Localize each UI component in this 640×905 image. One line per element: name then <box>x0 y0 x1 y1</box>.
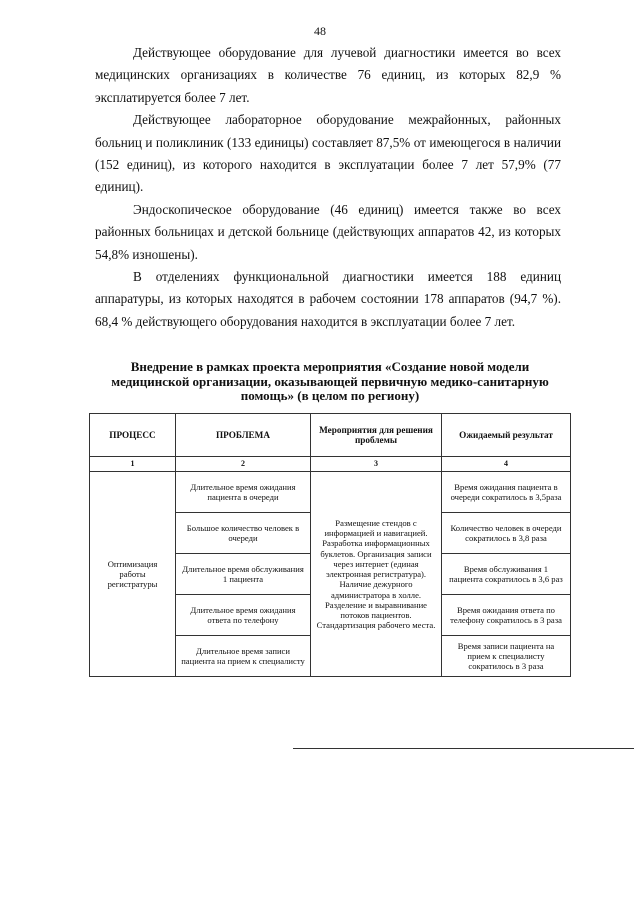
result-cell: Количество человек в очереди сократилось в 3,8 раза <box>442 513 571 554</box>
table-row <box>90 472 571 513</box>
column-number: 3 <box>311 457 442 472</box>
footnote-divider <box>293 748 634 749</box>
column-number: 4 <box>442 457 571 472</box>
process-cell: Оптимизация работы регистратуры <box>90 472 176 677</box>
table-header-row <box>90 414 571 457</box>
page-number: 48 <box>314 24 326 38</box>
column-number: 2 <box>176 457 311 472</box>
body-text <box>95 42 561 333</box>
measures-cell: Размещение стендов с информацией и навигацией. Разработка информационных буклетов. Организация записи через интернет (единая электронная регистратура). Наличие дежурного администратора в холле. Разделение и выравнивание потоков пациентов. Стандартизация рабочего места. <box>311 472 442 677</box>
measures-table <box>89 413 571 677</box>
problem-cell: Большое количество человек в очереди <box>176 513 311 554</box>
result-cell: Время ожидания ответа по телефону сократилось в 3 раза <box>442 595 571 636</box>
table-title: Внедрение в рамках проекта мероприятия «Создание новой модели медицинской организации, оказывающей первичную медико-санитарную помощь» (в целом по региону) <box>111 359 549 403</box>
result-cell: Время ожидания пациента в очереди сократилось в 3,5раза <box>442 472 571 513</box>
problem-cell: Длительное время записи пациента на прием к специалисту <box>176 636 311 677</box>
header-result: Ожидаемый результат <box>442 414 571 457</box>
result-cell: Время записи пациента на прием к специалисту сократилось в 3 раза <box>442 636 571 677</box>
paragraph-laboratory: Действующее лабораторное оборудование межрайонных, районных больниц и поликлиник (133 единицы) составляет 87,5% от имеющегося в наличии (152 единиц), из которого находится в эксплуатации более 7 лет 57,9% (77 единиц). <box>95 112 561 195</box>
header-measures: Мероприятия для решения проблемы <box>311 414 442 457</box>
header-problem: ПРОБЛЕМА <box>176 414 311 457</box>
problem-cell: Длительное время обслуживания 1 пациента <box>176 554 311 595</box>
column-number-row <box>90 457 571 472</box>
column-number: 1 <box>90 457 176 472</box>
header-process: ПРОЦЕСС <box>90 414 176 457</box>
paragraph-radiology: Действующее оборудование для лучевой диагностики имеется во всех медицинских организациях в количестве 76 единиц, из которых 82,9 % эксплатируется более 7 лет. <box>95 45 561 105</box>
result-cell: Время обслуживания 1 пациента сократилось в 3,6 раз <box>442 554 571 595</box>
paragraph-functional-diagnostics: В отделениях функциональной диагностики имеется 188 единиц аппаратуры, из которых находятся в рабочем состоянии 178 аппаратов (94,7 %). 68,4 % действующего оборудования находится в эксплуатации более 7 лет. <box>95 269 561 329</box>
paragraph-endoscopy: Эндоскопическое оборудование (46 единиц) имеется также во всех районных больницах и детской больнице (действующих аппаратов 42, из которых 54,8% изношены). <box>95 201 561 262</box>
problem-cell: Длительное время ожидания ответа по телефону <box>176 595 311 636</box>
problem-cell: Длительное время ожидания пациента в очереди <box>176 472 311 513</box>
